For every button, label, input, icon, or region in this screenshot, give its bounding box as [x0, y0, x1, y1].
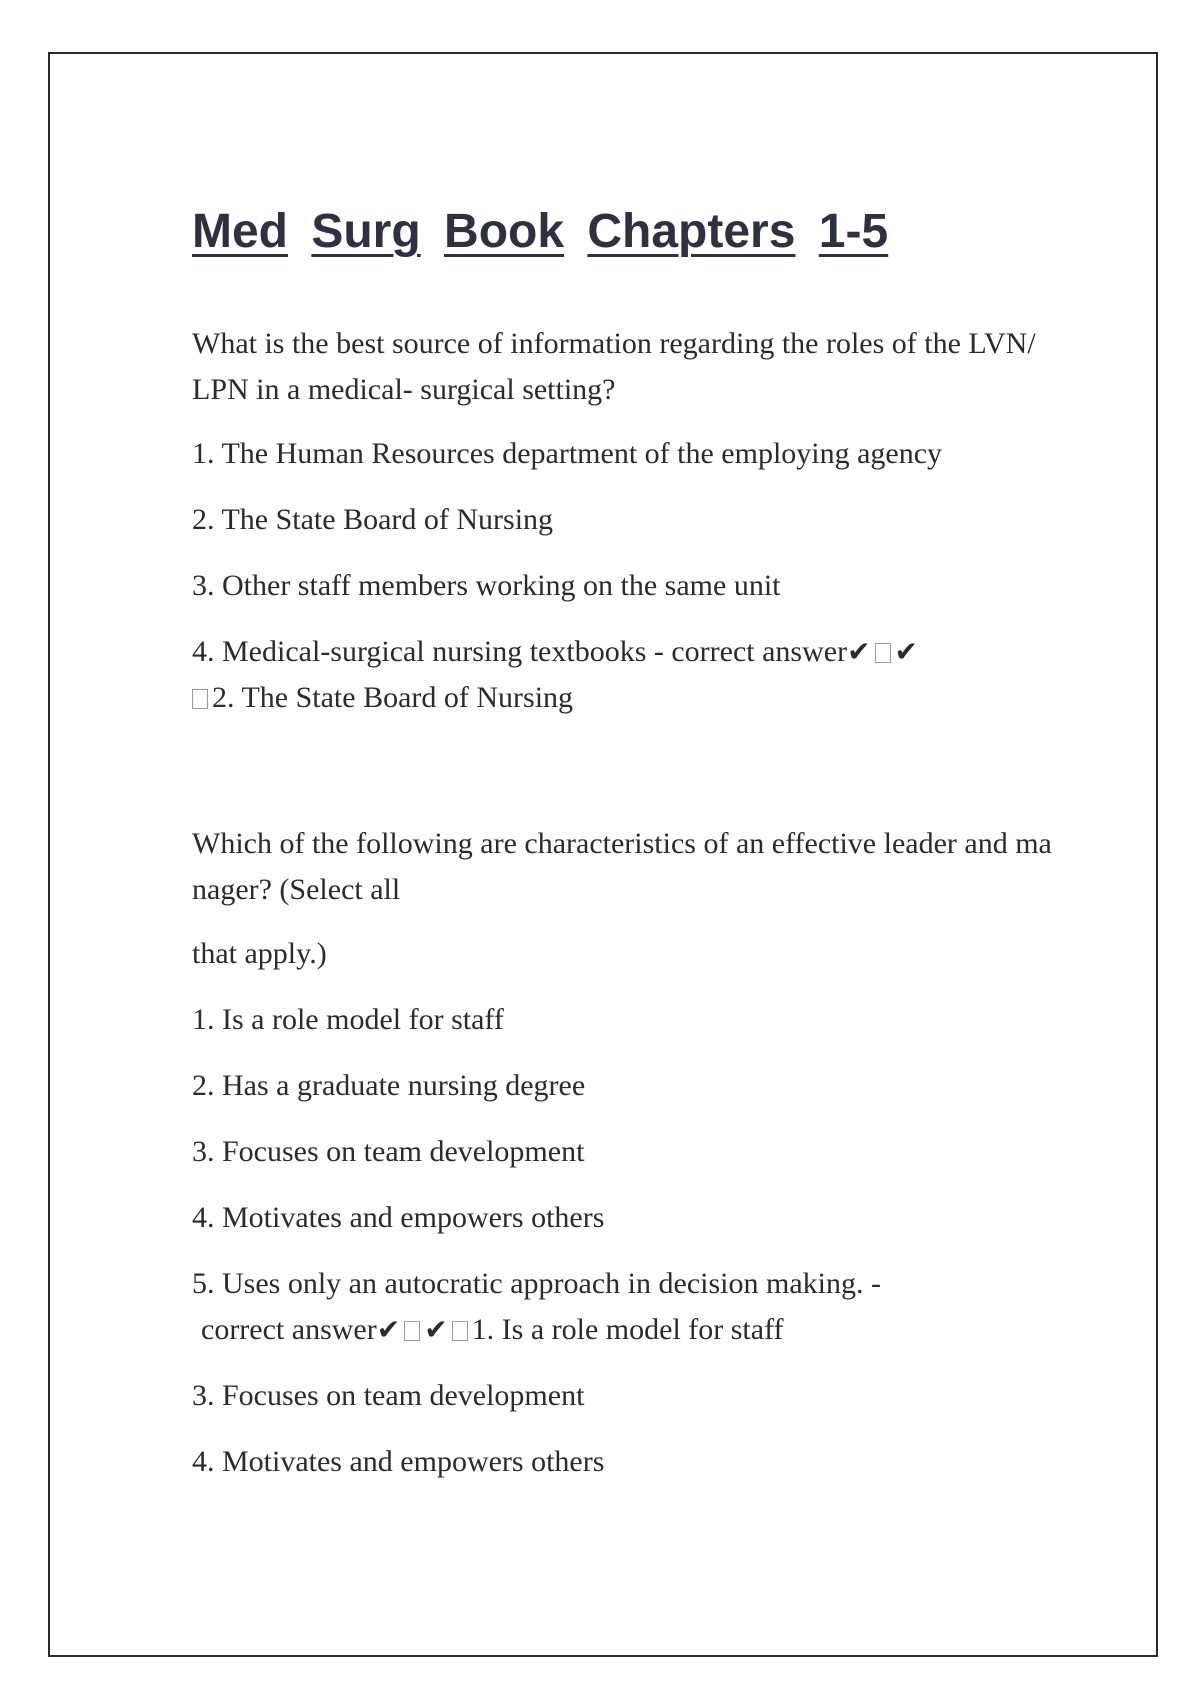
check-icon: ✔ — [847, 635, 871, 669]
box-icon — [452, 1321, 468, 1341]
page-frame — [48, 52, 1158, 1657]
check-icon: ✔ — [424, 1313, 448, 1347]
question-2-option: 3. Focuses on team development — [192, 1135, 585, 1169]
question-2-answer: 3. Focuses on team development — [192, 1379, 585, 1413]
question-2-stem-line-3: that apply.) — [192, 937, 327, 971]
title-word: Med — [192, 205, 288, 258]
box-icon — [875, 643, 891, 663]
document-content — [192, 204, 1132, 1505]
question-1-answer-text: 2. The State Board of Nursing — [212, 681, 574, 715]
question-1-option: 1. The Human Resources department of the employing agency — [192, 437, 943, 471]
question-1-option: 2. The State Board of Nursing — [192, 503, 554, 537]
question-2-stem — [192, 821, 1132, 913]
title-word: Surg — [311, 205, 421, 258]
question-1-stem-line-1: What is the best source of information regarding the roles of the LVN/ — [192, 327, 1036, 361]
question-2-option: 4. Motivates and empowers others — [192, 1201, 605, 1235]
title-word: Book — [444, 205, 565, 258]
title-word: 1-5 — [818, 205, 889, 258]
box-icon — [404, 1321, 420, 1341]
question-1-stem-line-2: LPN in a medical- surgical setting? — [192, 373, 616, 407]
question-2-stem-line-2: nager? (Select all — [192, 873, 401, 907]
question-1 — [192, 321, 1132, 721]
question-2-option: 1. Is a role model for staff — [192, 1003, 504, 1037]
question-1-option: 3. Other staff members working on the same unit — [192, 569, 781, 603]
correct-answer-label: correct answer — [201, 1313, 377, 1347]
check-icon: ✔ — [376, 1313, 401, 1347]
box-icon — [192, 689, 208, 709]
question-2-answer: 4. Motivates and empowers others — [192, 1445, 605, 1479]
question-2-stem-line-1: Which of the following are characteristics of an effective leader and ma — [192, 827, 1052, 861]
question-2 — [192, 821, 1132, 1485]
question-1-stem — [192, 321, 1132, 413]
question-2-answer: 1. Is a role model for staff — [471, 1313, 784, 1347]
question-1-option-4: 4. Medical-surgical nursing textbooks - correct answer — [192, 635, 848, 669]
question-2-option-5: 5. Uses only an autocratic approach in decision making. - — [192, 1267, 881, 1301]
question-2-option-5-with-answer — [192, 1261, 1132, 1353]
document-title — [192, 204, 1132, 259]
check-icon: ✔ — [894, 635, 919, 669]
question-1-answer — [192, 629, 1132, 721]
title-word: Chapters — [587, 205, 796, 258]
question-2-option: 2. Has a graduate nursing degree — [192, 1069, 586, 1103]
